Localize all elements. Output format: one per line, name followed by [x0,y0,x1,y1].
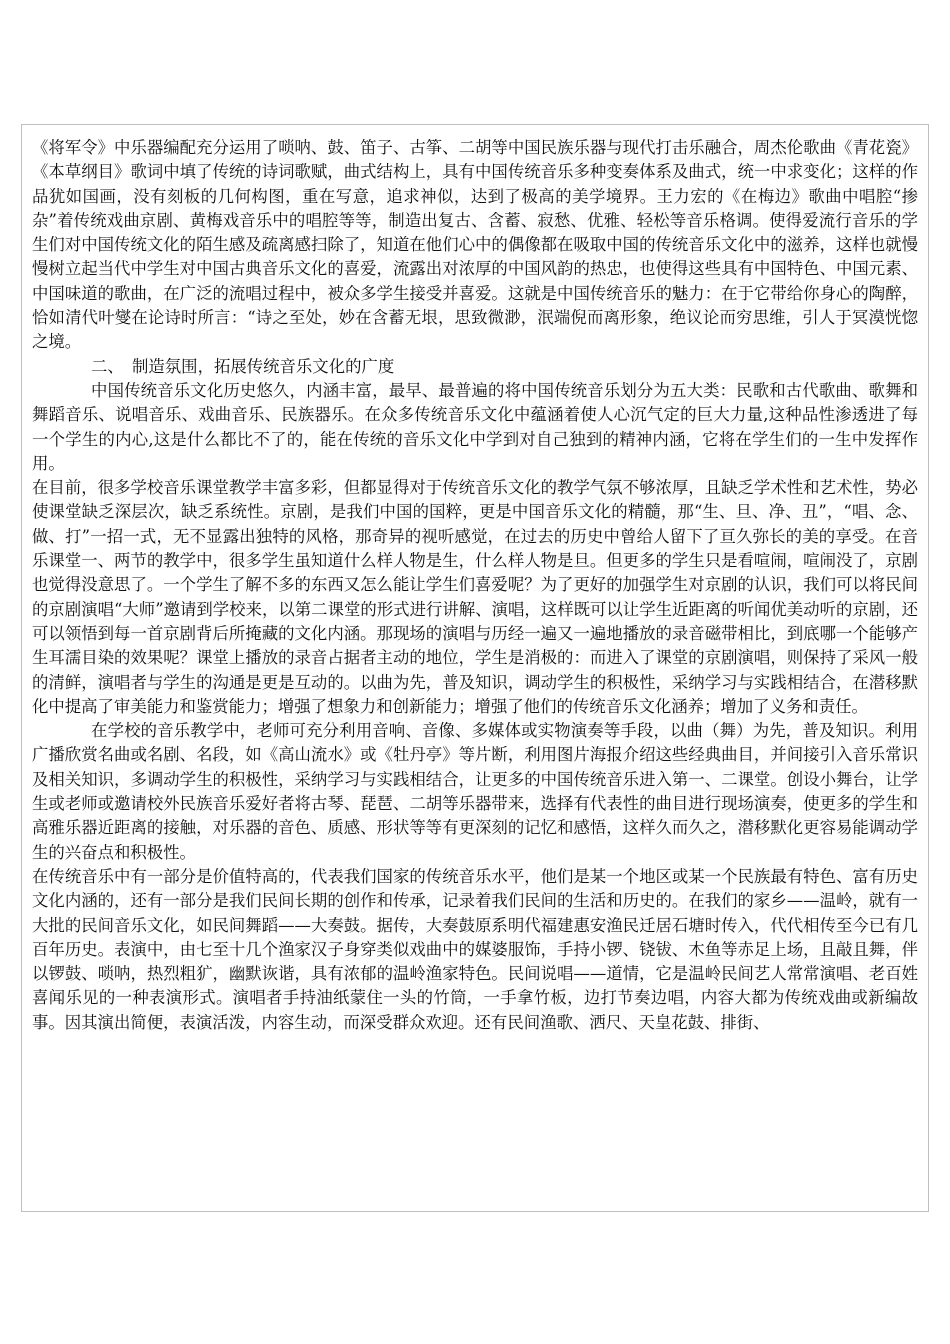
section-heading-2: 二、 制造氛围，拓展传统音乐文化的广度 [91,356,395,376]
paragraph-6: 在传统音乐中有一部分是价值特高的，代表我们国家的传统音乐水平，他们是某一个地区或某一个民族最有特色、富有历史文化内涵的，还有一部分是我们民间长期的创作和传承，记录着我们民间的生活和历史的。在我们的家乡——温岭，就有一大批的民间音乐文化，如民间舞蹈——大奏鼓。据传，大奏鼓原系明代福建惠安渔民迁居石塘时传入，代代相传至今已有几百年历史。表演中，由七至十几个渔家汉子身穿类似戏曲中的媒婆服饰，手持小锣、铙钹、木鱼等赤足上场，且敲且舞，伴以锣鼓、唢呐，热烈粗犷，幽默诙谐，具有浓郁的温岭渔家特色。民间说唱——道情，它是温岭民间艺人常常演唱、老百姓喜闻乐见的一种表演形式。演唱者手持油纸蒙住一头的竹筒，一手拿竹板，边打节奏边唱，内容大都为传统戏曲或新编故事。因其演出简便，表演活泼，内容生动，而深受群众欢迎。还有民间渔歌、洒尺、天皇花鼓、排街、 [32,866,918,1032]
paragraph-1: 《将军令》中乐器编配充分运用了唢呐、鼓、笛子、古筝、二胡等中国民族乐器与现代打击乐融合，周杰伦歌曲《青花瓷》《本草纲目》歌词中填了传统的诗词歌赋，曲式结构上，具有中国传统音乐多种变奏体系及曲式，统一中求变化；这样的作品犹如国画，没有刻板的几何构图，重在写意，追求神似，达到了极高的美学境界。王力宏的《在梅边》歌曲中唱腔“掺杂”着传统戏曲京剧、黄梅戏音乐中的唱腔等等，制造出复古、含蓄、寂愁、优雅、轻松等音乐格调。使得爱流行音乐的学生们对中国传统文化的陌生感及疏离感扫除了，知道在他们心中的偶像都在吸取中国的传统音乐文化中的滋养，这样也就慢慢树立起当代中学生对中国古典音乐文化的喜爱，流露出对浓厚的中国风韵的热忠，也使得这些具有中国特色、中国元素、中国味道的歌曲，在广泛的流唱过程中，被众多学生接受并喜爱。这就是中国传统音乐的魅力：在于它带给你身心的陶醉，恰如清代叶燮在论诗时所言：“诗之至处，妙在含蓄无垠，思致微渺，泯端倪而离形象，绝议论而穷思维，引人于冥漠恍惚之境。 [32,138,918,352]
paragraph-5: 在学校的音乐教学中，老师可充分利用音响、音像、多媒体或实物演奏等手段，以曲（舞）为先，普及知识。利用广播欣赏名曲或名剧、名段，如《高山流水》或《牡丹亭》等片断，利用图片海报介绍这些经典曲目，并间接引入音乐常识及相关知识，多调动学生的积极性，采纳学习与实践相结合，让更多的中国传统音乐进入第一、二课堂。创设小舞台，让学生或老师或邀请校外民族音乐爱好者将古琴、琵琶、二胡等乐器带来，选择有代表性的曲目进行现场演奏，使更多的学生和高雅乐器近距离的接触，对乐器的音色、质感、形状等等有更深刻的记忆和感悟，这样久而久之，潜移默化更容易能调动学生的兴奋点和积极性。 [32,721,918,862]
document-body [32,136,918,1035]
paragraph-3: 中国传统音乐文化历史悠久，内涵丰富，最早、最普遍的将中国传统音乐划分为五大类：民歌和古代歌曲、歌舞和舞蹈音乐、说唱音乐、戏曲音乐、民族器乐。在众多传统音乐文化中蕴涵着使人心沉气定的巨大力量,这种品性渗透进了每一个学生的内心,这是什么都比不了的，能在传统的音乐文化中学到对自己独到的精神内涵，它将在学生们的一生中发挥作用。 [32,380,918,473]
paragraph-4: 在目前，很多学校音乐课堂教学丰富多彩，但都显得对于传统音乐文化的教学气氛不够浓厚，且缺乏学术性和艺术性，势必使课堂缺乏深层次，缺乏系统性。京剧，是我们中国的国粹，更是中国音乐文化的精髓，那“生、旦、净、丑”，“唱、念、做、打”一招一式，无不显露出独特的风格，那奇异的视听感觉，在过去的历史中曾给人留下了亘久弥长的美的享受。在音乐课堂一、两节的教学中，很多学生虽知道什么样人物是生，什么样人物是旦。但更多的学生只是看喧闹，喧闹没了，京剧也觉得没意思了。一个学生了解不多的东西又怎么能让学生们喜爱呢？为了更好的加强学生对京剧的认识，我们可以将民间的京剧演唱“大师”邀请到学校来，以第二课堂的形式进行讲解、演唱，这样既可以让学生近距离的听闻优美动听的京剧，还可以领悟到每一首京剧背后所掩藏的文化内涵。那现场的演唱与历经一遍又一遍地播放的录音磁带相比，到底哪一个能够产生耳濡目染的效果呢？课堂上播放的录音占据者主动的地位，学生是消极的：而进入了课堂的京剧演唱，则保持了采风一般的清鲜，演唱者与学生的沟通是更是互动的。以曲为先，普及知识，调动学生的积极性，采纳学习与实践相结合，在潜移默化中提高了审美能力和鉴赏能力；增强了想象力和创新能力；增强了他们的传统音乐文化涵养；增加了义务和责任。 [32,478,918,716]
